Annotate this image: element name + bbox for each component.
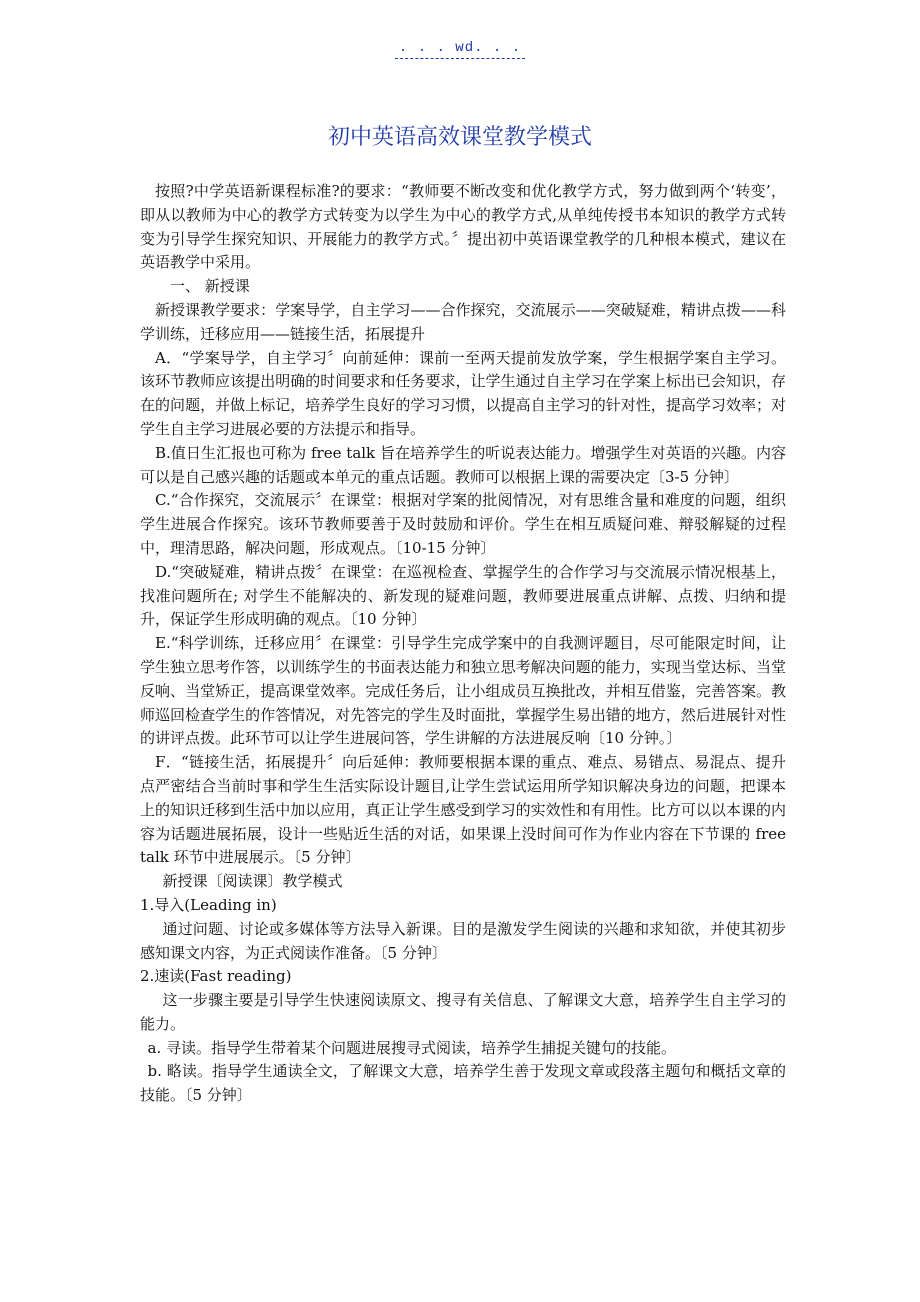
paragraph: B.值日生汇报也可称为 free talk 旨在培养学生的听说表达能力。增强学生对英语的兴趣。内容可以是自己感兴趣的话题或本单元的重点话题。教师可以根据上课的需要决定〔3-5 分钟〕 [140,443,786,486]
list-item: b. 略读。指导学生通读全文，了解课文大意，培养学生善于发现文章或段落主题句和概括文章的技能。〔5 分钟〕 [140,1062,786,1105]
paragraph: D.“突破疑难，精讲点拨〞在课堂：在巡视检查、掌握学生的合作学习与交流展示情况根基上，找准问题所在; 对学生不能解决的、新发现的疑难问题，教师要进展重点讲解、点拨、归纳和提升，保证学生形成明确的观点。〔10 分钟〕 [140,562,786,629]
header-watermark-text: . . . wd. . . [395,40,525,59]
paragraph: A．“学案导学，自主学习〞向前延伸：课前一至两天提前发放学案，学生根据学案自主学习。该环节教师应该提出明确的时间要求和任务要求，让学生通过自主学习在学案上标出已会知识，存在的问题，并做上标记，培养学生良好的学习习惯，以提高自主学习的针对性，提高学习效率；对学生自主学习进展必要的方法提示和指导。 [140,348,786,438]
paragraph: 通过问题、讨论或多媒体等方法导入新课。目的是激发学生阅读的兴趣和求知欲，并使其初步感知课文内容，为正式阅读作准备。〔5 分钟〕 [140,919,786,962]
step-heading: 1.导入(Leading in) [140,895,277,914]
list-item: a. 寻读。指导学生带着某个问题进展搜寻式阅读，培养学生捕捉关键句的技能。 [147,1038,676,1057]
paragraph: C.“合作探究，交流展示〞在课堂：根据对学案的批阅情况，对有思维含量和难度的问题，组织学生进展合作探究。该环节教师要善于及时鼓励和评价。学生在相互质疑问难、辩驳解疑的过程中，理清思路，解决问题，形成观点。〔10-15 分钟〕 [140,491,786,557]
paragraph: 一、 新授课 [170,277,250,296]
paragraph: E.“科学训练，迁移应用〞在课堂：引导学生完成学案中的自我测评题目，尽可能限定时间，让学生独立思考作答，以训练学生的书面表达能力和独立思考解决问题的能力，实现当堂达标、当堂反响、当堂矫正，提高课堂效率。完成任务后，让小组成员互换批改，并相互借鉴，完善答案。教师巡回检查学生的作答情况，对先答完的学生及时面批，掌握学生易出错的地方，然后进展针对性的讲评点拨。此环节可以让学生进展问答，学生讲解的方法进展反响〔10 分钟。〕 [140,634,786,748]
step-heading: 2.速读(Fast reading) [140,967,292,986]
document-title: 初中英语高效课堂教学模式 [327,125,592,150]
section-heading: 新授课〔阅读课〕教学模式 [162,872,343,891]
header-watermark [0,40,920,59]
paragraph: F．“链接生活，拓展提升〞向后延伸：教师要根据本课的重点、难点、易错点、易混点、提升点严密结合当前时事和学生生活实际设计题目,让学生尝试运用所学知识解决身边的问题，把课本上的知识迁移到生活中加以应用，真正让学生感受到学习的实效性和有用性。比方可以以本课的内容为话题进展拓展，设计一些贴近生活的对话，如果课上没时间可作为作业内容在下节课的 free talk 环节中进展展示。〔5 分钟〕 [140,753,786,867]
paragraph: 新授课教学要求：学案导学，自主学习——合作探究，交流展示——突破疑难，精讲点拨——科学训练，迁移应用——链接生活，拓展提升 [140,300,786,343]
paragraph: 这一步骤主要是引导学生快速阅读原文、搜寻有关信息、了解课文大意，培养学生自主学习的能力。 [140,991,786,1033]
document-body [140,180,786,1108]
paragraph: 按照?中学英语新课程标准?的要求：“教师要不断改变和优化教学方式，努力做到两个‘转变’，即从以教师为中心的教学方式转变为以学生为中心的教学方式,从单纯传授书本知识的教学方式转变为引导学生探究知识、开展能力的教学方式。〞提出初中英语课堂教学的几种根本模式，建议在英语教学中采用。 [140,182,786,272]
